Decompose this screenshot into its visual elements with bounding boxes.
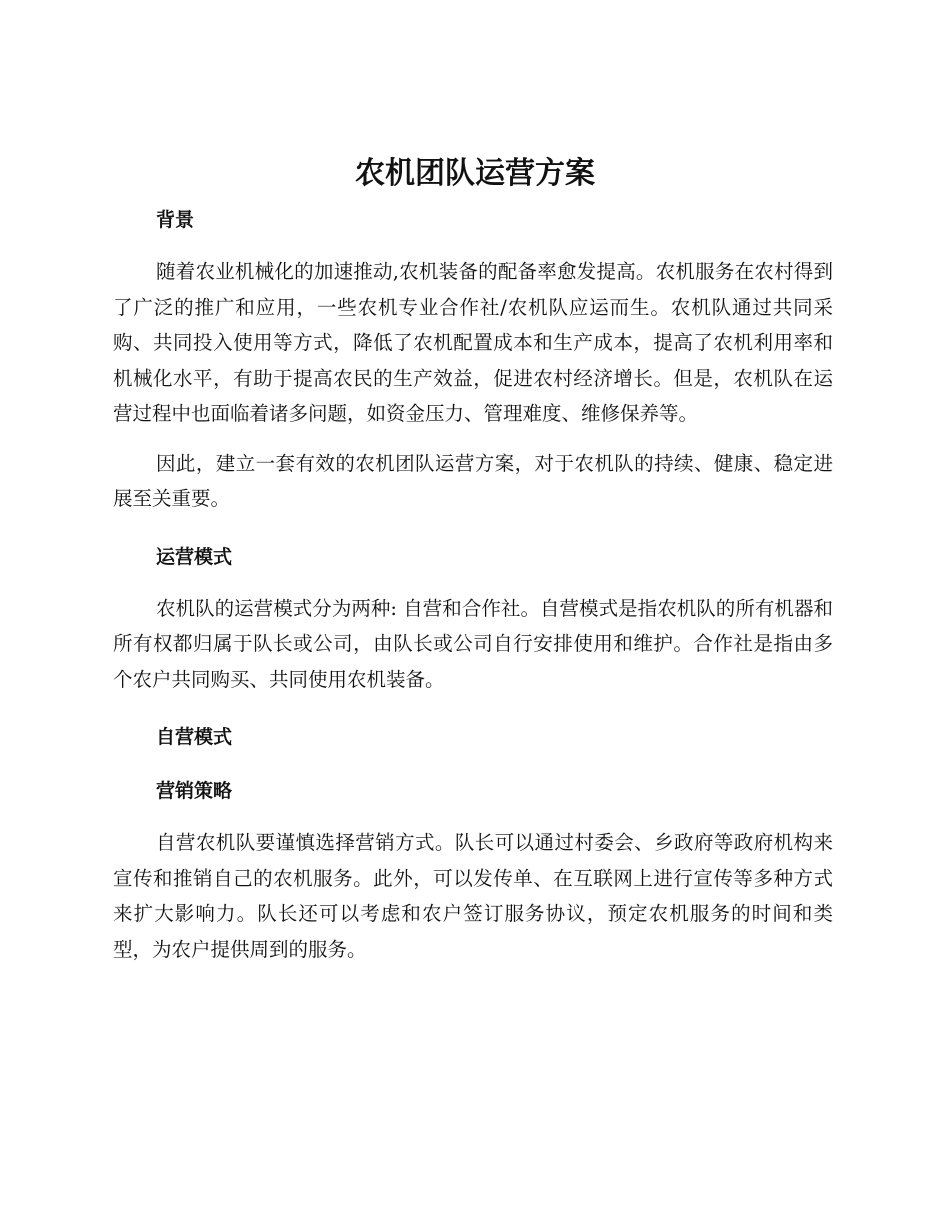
document-title: 农机团队运营方案 (355, 156, 595, 191)
spacer (113, 811, 833, 825)
section-heading-self-operated: 自营模式 (156, 726, 233, 748)
section-heading-background: 背景 (156, 209, 195, 231)
spacer (113, 240, 833, 254)
paragraph-marketing-1: 自营农机队要谨慎选择营销方式。队长可以通过村委会、乡政府等政府机构来宣传和推销自己的农机服务。此外，可以发传单、在互联网上进行宣传等多种方式来扩大影响力。队长还可以考虑和农户签订服务协议，预定农机服务的时间和类型，为农户提供周到的服务。 (113, 831, 833, 961)
section-heading-operating-model: 运营模式 (156, 545, 233, 568)
spacer (113, 577, 833, 591)
spacer (113, 757, 833, 771)
spacer (113, 432, 833, 446)
paragraph-operating-model-1: 农机队的运营模式分为两种: 自营和合作社。自营模式是指农机队的所有机器和所有权都归属于队长或公司，由队长或公司自行安排使用和维护。合作社是指由多个农户共同购买、共同使用农机装备。 (113, 596, 833, 691)
spacer (113, 697, 833, 717)
paragraph-background-1: 随着农业机械化的加速推动,农机装备的配备率愈发提高。农机服务在农村得到了广泛的推广和应用，一些农机专业合作社/农机队应运而生。农机队通过共同采购、共同投入使用等方式，降低了农机配置成本和生产成本，提高了农机利用率和机械化水平，有助于提高农民的生产效益，促进农村经济增长。但是，农机队在运营过程中也面临着诸多问题，如资金压力、管理难度、维修保养等。 (113, 260, 833, 425)
spacer (113, 517, 833, 537)
paragraph-background-2: 因此，建立一套有效的农机团队运营方案，对于农机队的持续、健康、稳定进展至关重要。 (113, 451, 833, 510)
document-body (113, 200, 833, 967)
section-heading-marketing: 营销策略 (156, 780, 233, 802)
